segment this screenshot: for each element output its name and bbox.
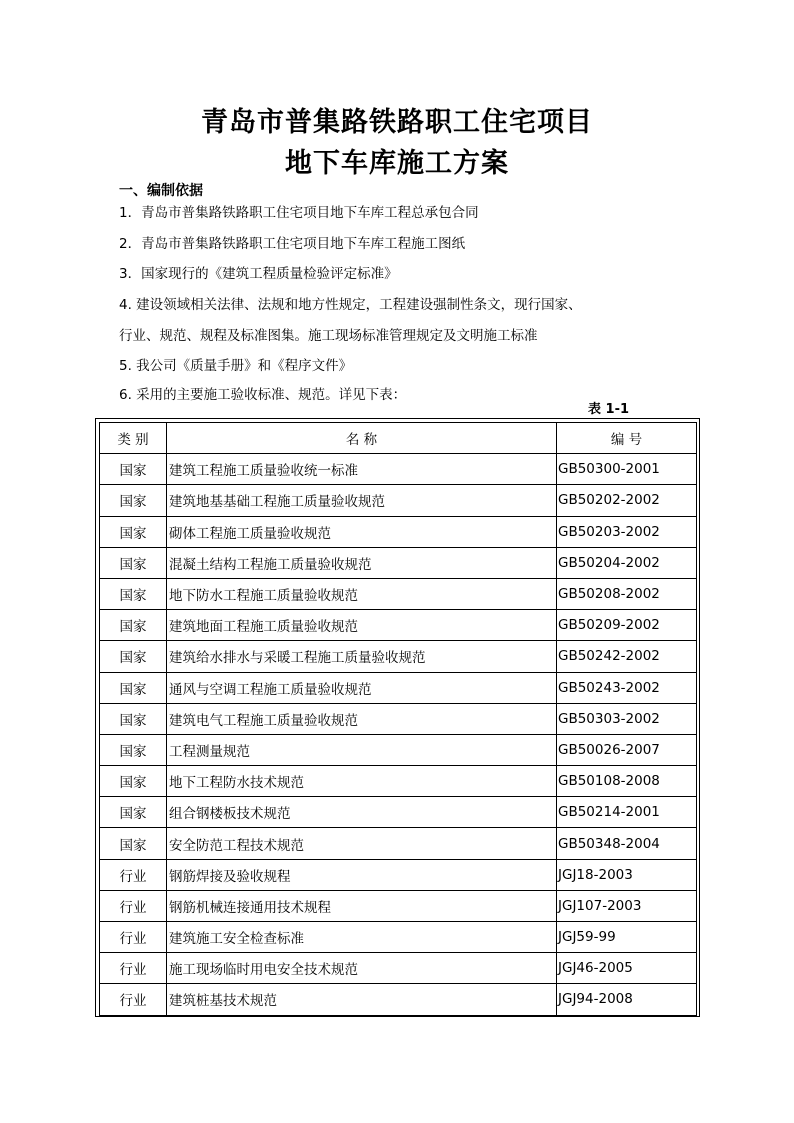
row-category: 国家 xyxy=(100,797,167,828)
row-code: GB50204-2002 xyxy=(557,547,697,578)
row-name: 建筑给水排水与采暖工程施工质量验收规范 xyxy=(167,641,557,672)
table-row xyxy=(100,516,697,547)
row-name: 建筑地基基础工程施工质量验收规范 xyxy=(167,485,557,516)
table-row xyxy=(100,890,697,921)
row-code: JGJ94-2008 xyxy=(557,984,697,1015)
table-row xyxy=(100,734,697,765)
row-category: 国家 xyxy=(100,672,167,703)
standards-table-frame xyxy=(95,418,700,1017)
table-row xyxy=(100,610,697,641)
table-row xyxy=(100,953,697,984)
table-row xyxy=(100,454,697,485)
row-code: GB50108-2008 xyxy=(557,766,697,797)
row-category: 国家 xyxy=(100,516,167,547)
row-name: 钢筋焊接及验收规程 xyxy=(167,859,557,890)
row-code: GB50203-2002 xyxy=(557,516,697,547)
document-title-line1: 青岛市普集路铁路职工住宅项目 xyxy=(201,107,593,138)
basis-item-3: 3．国家现行的《建筑工程质量检验评定标准》 xyxy=(119,266,398,282)
row-name: 建筑桩基技术规范 xyxy=(167,984,557,1015)
row-category: 国家 xyxy=(100,485,167,516)
row-name: 砌体工程施工质量验收规范 xyxy=(167,516,557,547)
row-name: 钢筋机械连接通用技术规程 xyxy=(167,890,557,921)
table-row xyxy=(100,859,697,890)
table-row xyxy=(100,547,697,578)
row-category: 国家 xyxy=(100,828,167,859)
basis-item-5: 5. 我公司《质量手册》和《程序文件》 xyxy=(119,358,353,374)
basis-item-4: 4. 建设领域相关法律、法规和地方性规定，工程建设强制性条文，现行国家、 xyxy=(119,297,582,313)
row-code: JGJ18-2003 xyxy=(557,859,697,890)
header-category: 类 别 xyxy=(100,423,167,454)
row-category: 行业 xyxy=(100,859,167,890)
row-code: GB50243-2002 xyxy=(557,672,697,703)
table-row xyxy=(100,797,697,828)
row-code: JGJ59-99 xyxy=(557,922,697,953)
table-header-row xyxy=(100,423,697,454)
header-code: 编 号 xyxy=(557,423,697,454)
row-code: GB50300-2001 xyxy=(557,454,697,485)
row-name: 建筑地面工程施工质量验收规范 xyxy=(167,610,557,641)
table-row xyxy=(100,641,697,672)
table-row xyxy=(100,485,697,516)
basis-item-6: 6. 采用的主要施工验收标准、规范。详见下表： xyxy=(119,387,407,403)
row-name: 通风与空调工程施工质量验收规范 xyxy=(167,672,557,703)
row-code: JGJ46-2005 xyxy=(557,953,697,984)
row-code: GB50209-2002 xyxy=(557,610,697,641)
section-heading: 一、编制依据 xyxy=(119,183,203,199)
basis-item-1: 1．青岛市普集路铁路职工住宅项目地下车库工程总承包合同 xyxy=(119,205,479,221)
basis-item-2: 2．青岛市普集路铁路职工住宅项目地下车库工程施工图纸 xyxy=(119,236,466,252)
row-code: GB50026-2007 xyxy=(557,734,697,765)
standards-table xyxy=(99,422,697,1016)
document-title-line2: 地下车库施工方案 xyxy=(285,148,509,179)
row-name: 工程测量规范 xyxy=(167,734,557,765)
row-name: 地下防水工程施工质量验收规范 xyxy=(167,578,557,609)
row-code: GB50242-2002 xyxy=(557,641,697,672)
row-category: 行业 xyxy=(100,890,167,921)
row-name: 施工现场临时用电安全技术规范 xyxy=(167,953,557,984)
basis-item-4-continued: 行业、规范、规程及标准图集。施工现场标准管理规定及文明施工标准 xyxy=(119,328,538,344)
row-category: 行业 xyxy=(100,953,167,984)
row-name: 混凝土结构工程施工质量验收规范 xyxy=(167,547,557,578)
row-category: 国家 xyxy=(100,578,167,609)
row-category: 国家 xyxy=(100,734,167,765)
row-name: 建筑工程施工质量验收统一标准 xyxy=(167,454,557,485)
row-category: 行业 xyxy=(100,984,167,1015)
row-name: 组合钢楼板技术规范 xyxy=(167,797,557,828)
table-row xyxy=(100,984,697,1015)
row-code: GB50202-2002 xyxy=(557,485,697,516)
row-code: GB50348-2004 xyxy=(557,828,697,859)
table-row xyxy=(100,672,697,703)
header-name: 名 称 xyxy=(167,423,557,454)
row-code: GB50208-2002 xyxy=(557,578,697,609)
row-category: 国家 xyxy=(100,766,167,797)
row-category: 国家 xyxy=(100,610,167,641)
row-name: 建筑施工安全检查标准 xyxy=(167,922,557,953)
row-name: 安全防范工程技术规范 xyxy=(167,828,557,859)
row-name: 地下工程防水技术规范 xyxy=(167,766,557,797)
row-category: 国家 xyxy=(100,641,167,672)
table-body xyxy=(100,454,697,1015)
table-row xyxy=(100,922,697,953)
row-category: 国家 xyxy=(100,547,167,578)
row-name: 建筑电气工程施工质量验收规范 xyxy=(167,703,557,734)
row-category: 行业 xyxy=(100,922,167,953)
row-code: GB50214-2001 xyxy=(557,797,697,828)
table-row xyxy=(100,703,697,734)
table-row xyxy=(100,766,697,797)
table-row xyxy=(100,828,697,859)
row-code: JGJ107-2003 xyxy=(557,890,697,921)
table-caption: 表 1-1 xyxy=(588,402,630,417)
row-code: GB50303-2002 xyxy=(557,703,697,734)
table-row xyxy=(100,578,697,609)
row-category: 国家 xyxy=(100,703,167,734)
row-category: 国家 xyxy=(100,454,167,485)
